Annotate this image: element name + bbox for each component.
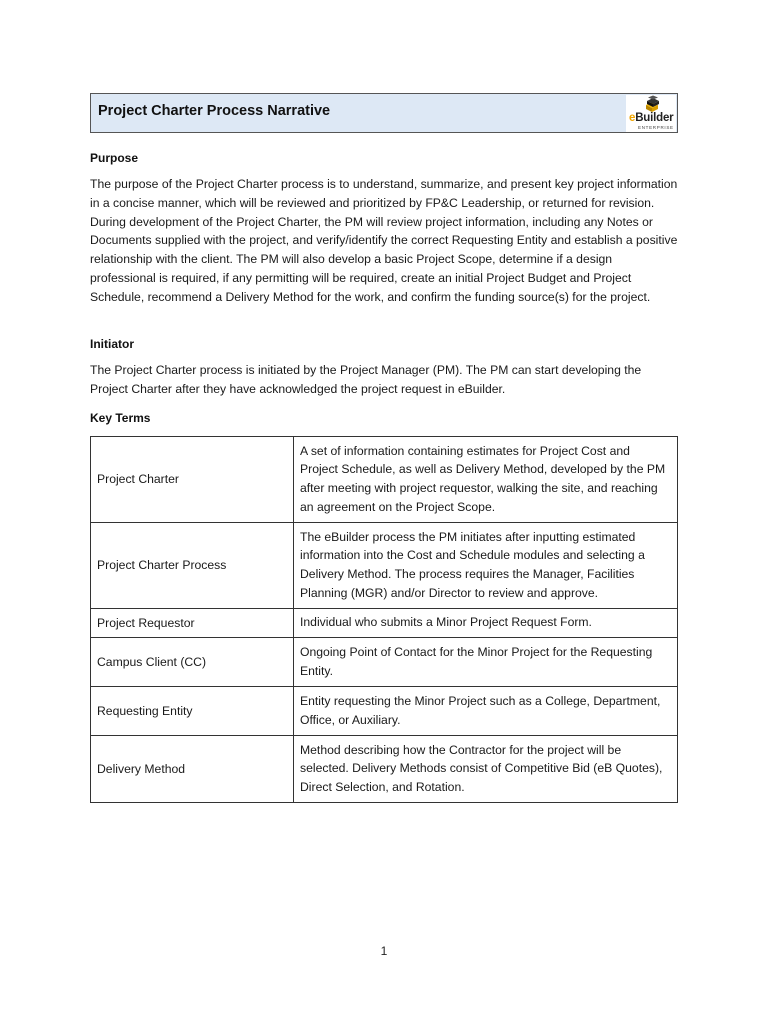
document-page — [90, 93, 678, 794]
table-row — [91, 638, 678, 687]
definition-cell: Method describing how the Contractor for the project will be selected. Delivery Methods consist of Competitive Bid (eB Quotes), Direct Selection, and Rotation. — [294, 736, 678, 803]
logo-prefix: e — [629, 112, 636, 124]
definition-cell: Individual who submits a Minor Project Request Form. — [294, 609, 678, 638]
definition-cell: The eBuilder process the PM initiates after inputting estimated information into the Cost and Schedule modules and selecting a Delivery Method. The process requires the Manager, Facilities Planning (MGR) and/or Director to review and approve. — [294, 523, 678, 609]
initiator-heading: Initiator — [90, 337, 134, 351]
key-terms-table — [90, 436, 678, 803]
ebuilder-logo — [626, 95, 676, 132]
purpose-paragraph: The purpose of the Project Charter process is to understand, summarize, and present key project information in a concise manner, which will be reviewed and prioritized by FP&C Leadership, or returned for revision. During development of the Project Charter, the PM will review project information, including any Notes or Documents supplied with the project, and verify/identify the correct Requesting Entity and establish a positive relationship with the client. The PM will also develop a basic Project Scope, determine if a design professional is required, if any permitting will be required, create an initial Project Budget and Project Schedule, recommend a Delivery Method for the work, and confirm the funding source(s) for the project. — [90, 177, 678, 304]
page-number: 1 — [380, 944, 388, 958]
logo-wordmark — [629, 112, 673, 124]
document-title: Project Charter Process Narrative — [98, 103, 331, 119]
definition-cell: Entity requesting the Minor Project such as a College, Department, Office, or Auxiliary. — [294, 687, 678, 736]
definition-cell: Ongoing Point of Contact for the Minor Project for the Requesting Entity. — [294, 638, 678, 687]
table-row — [91, 609, 678, 638]
table-row — [91, 687, 678, 736]
logo-name: Builder — [635, 112, 674, 124]
table-row — [91, 736, 678, 803]
term-cell: Project Charter Process — [91, 523, 294, 609]
initiator-paragraph: The Project Charter process is initiated by the Project Manager (PM). The PM can start developing the Project Charter after they have acknowledged the project request in eBuilder. — [90, 363, 642, 396]
table-row — [91, 437, 678, 523]
purpose-heading: Purpose — [90, 151, 139, 165]
table-row — [91, 523, 678, 609]
key-terms-heading: Key Terms — [90, 411, 151, 425]
term-cell: Delivery Method — [91, 736, 294, 803]
term-cell: Requesting Entity — [91, 687, 294, 736]
definition-cell: A set of information containing estimates for Project Cost and Project Schedule, as well as Delivery Method, developed by the PM after meeting with project requestor, walking the site, and reaching an agreement on the Project Scope. — [294, 437, 678, 523]
term-cell: Campus Client (CC) — [91, 638, 294, 687]
term-cell: Project Requestor — [91, 609, 294, 638]
logo-subtext: ENTERPRISE — [638, 125, 674, 130]
term-cell: Project Charter — [91, 437, 294, 523]
title-banner — [90, 93, 678, 133]
